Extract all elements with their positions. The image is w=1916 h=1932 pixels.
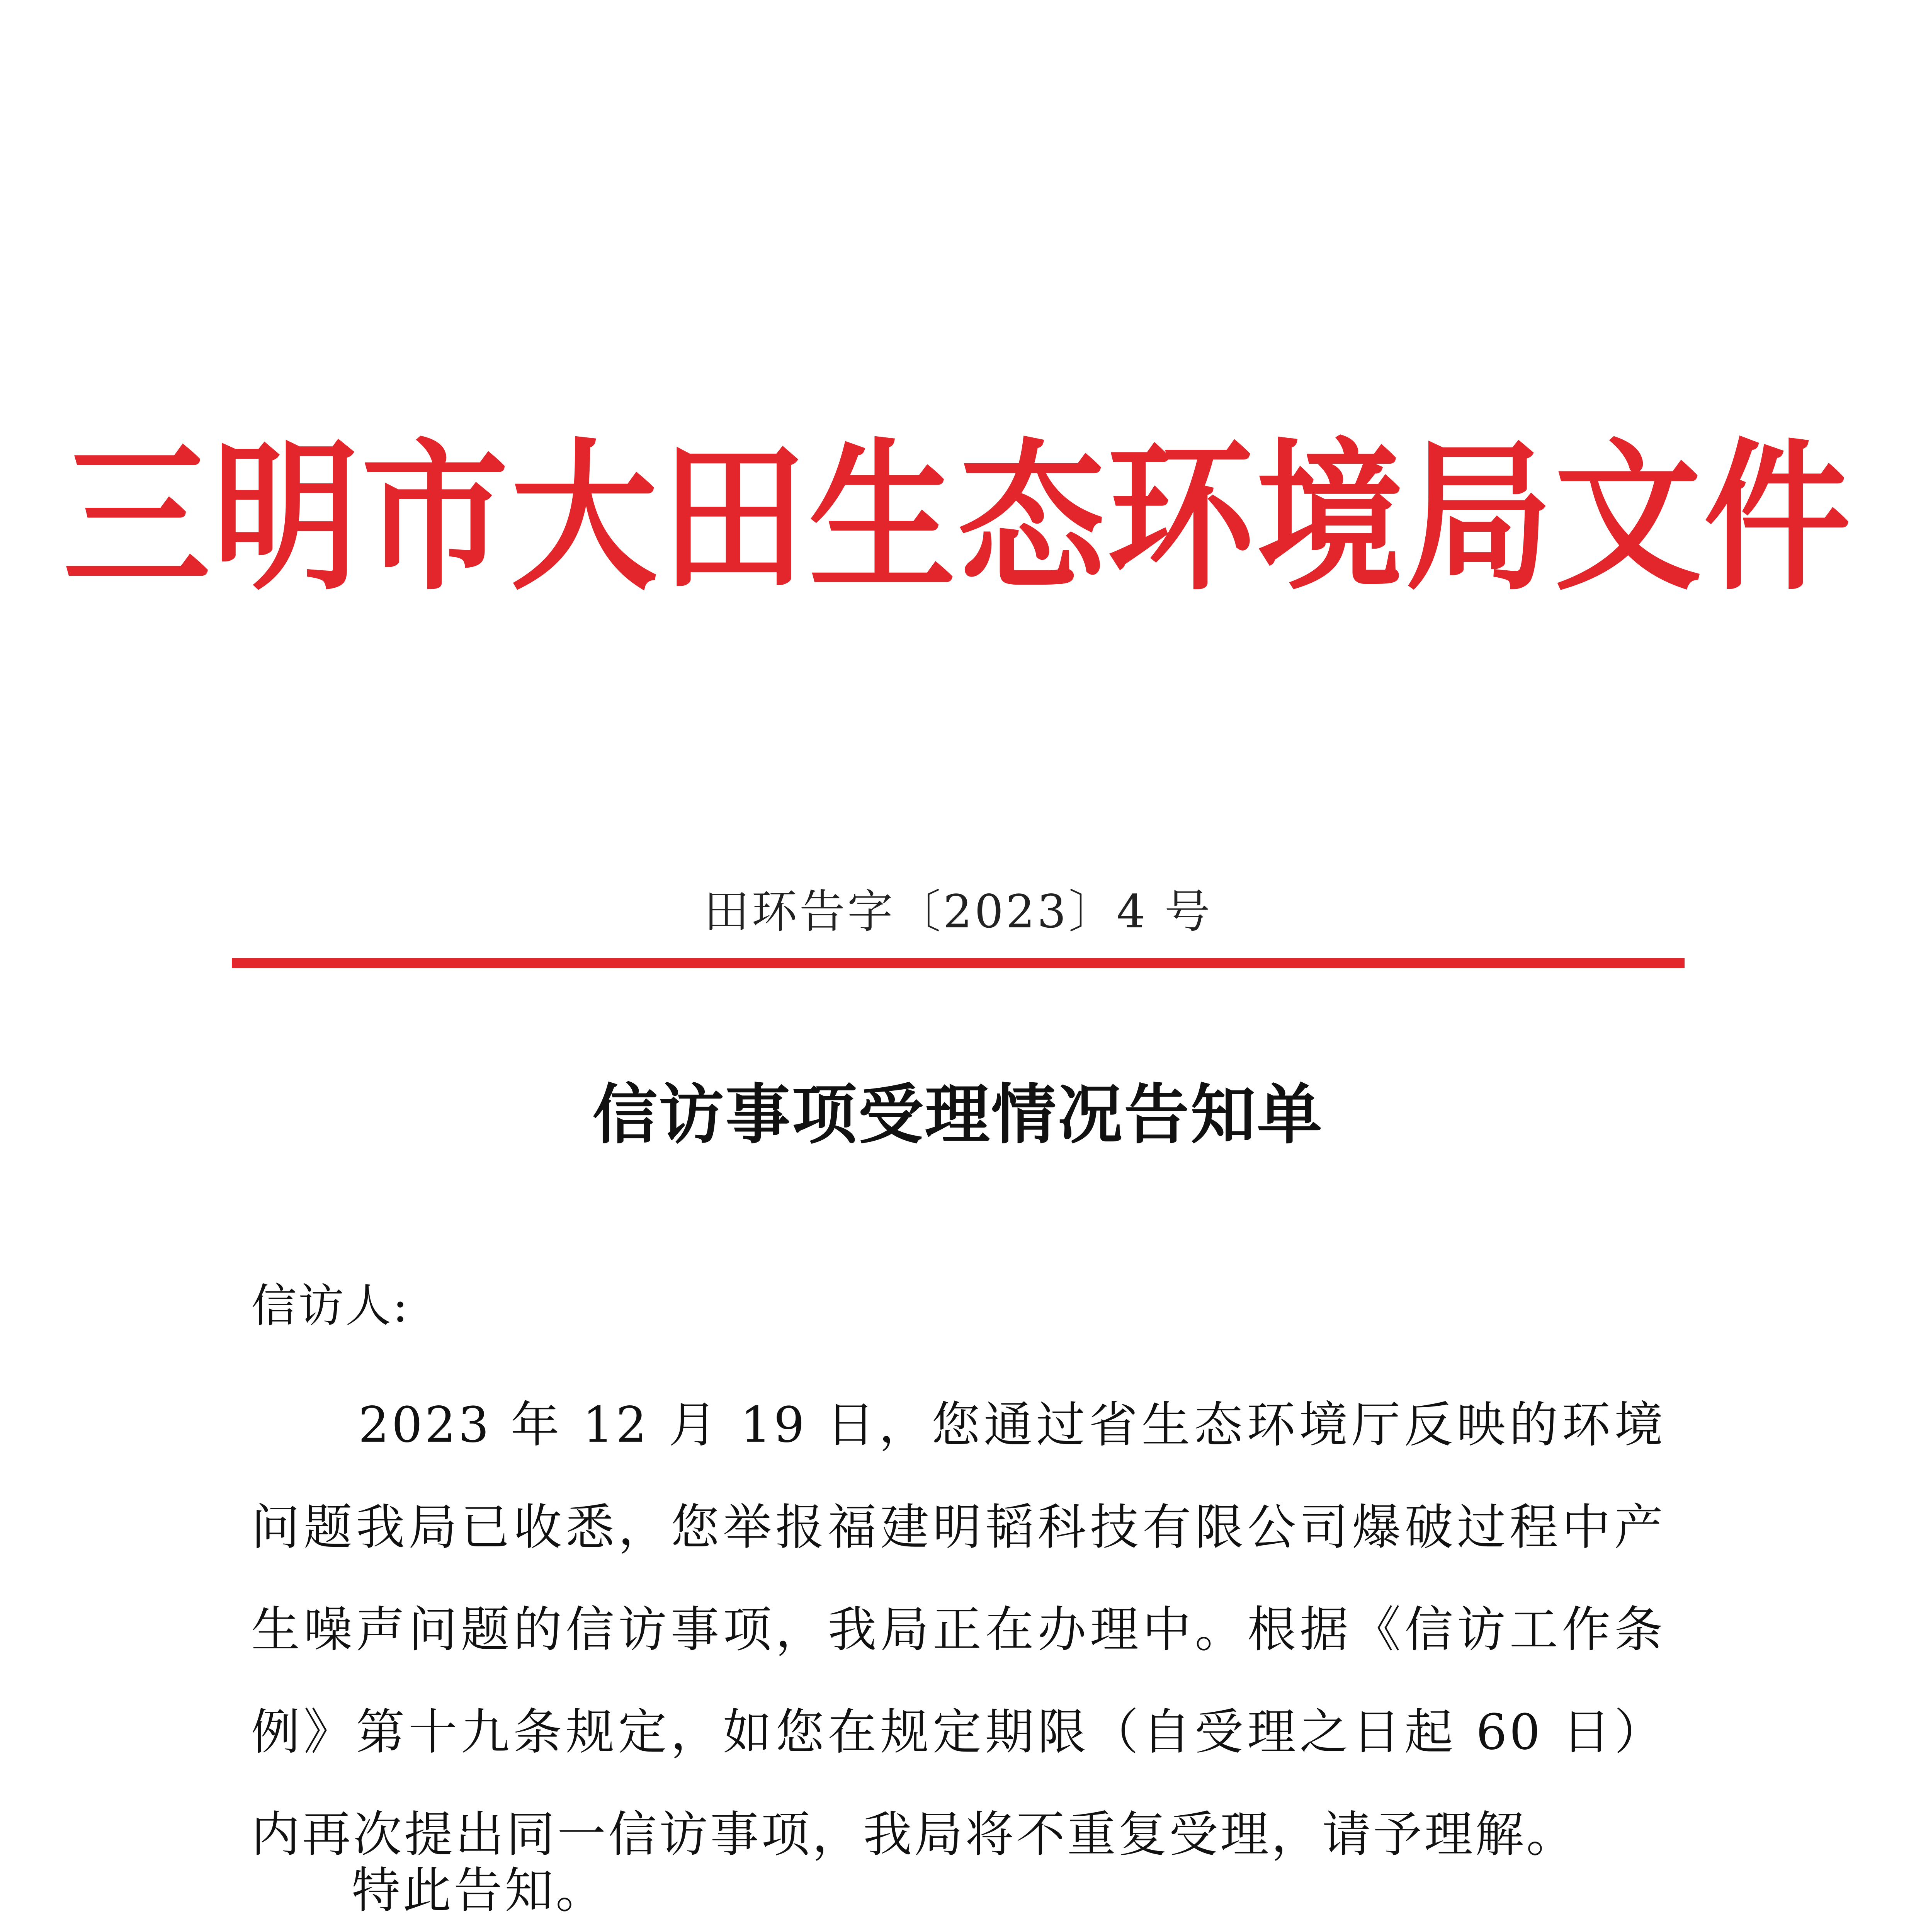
- document-title: 信访事项受理情况告知单: [592, 1076, 1324, 1153]
- masthead-title: 三明市大田生态环境局文件: [63, 422, 1853, 612]
- body-text: [251, 1374, 1665, 1886]
- body-paragraph: 2023 年 12 月 19 日，您通过省生态环境厅反映的环境问题我局已收悉，您举报福建明韬科技有限公司爆破过程中产生噪声问题的信访事项，我局正在办理中。根据《信访工作条例》第十九条规定，如您在规定期限（自受理之日起 60 日）内再次提出同一信访事项，我局将不重复受理，请予理解。: [251, 1396, 1665, 1863]
- closing-line: 特此告知。: [352, 1862, 607, 1919]
- document-number: 田环告字〔2023〕4 号: [704, 885, 1212, 938]
- salutation: 信访人:: [251, 1279, 410, 1332]
- red-divider-rule: [232, 958, 1685, 968]
